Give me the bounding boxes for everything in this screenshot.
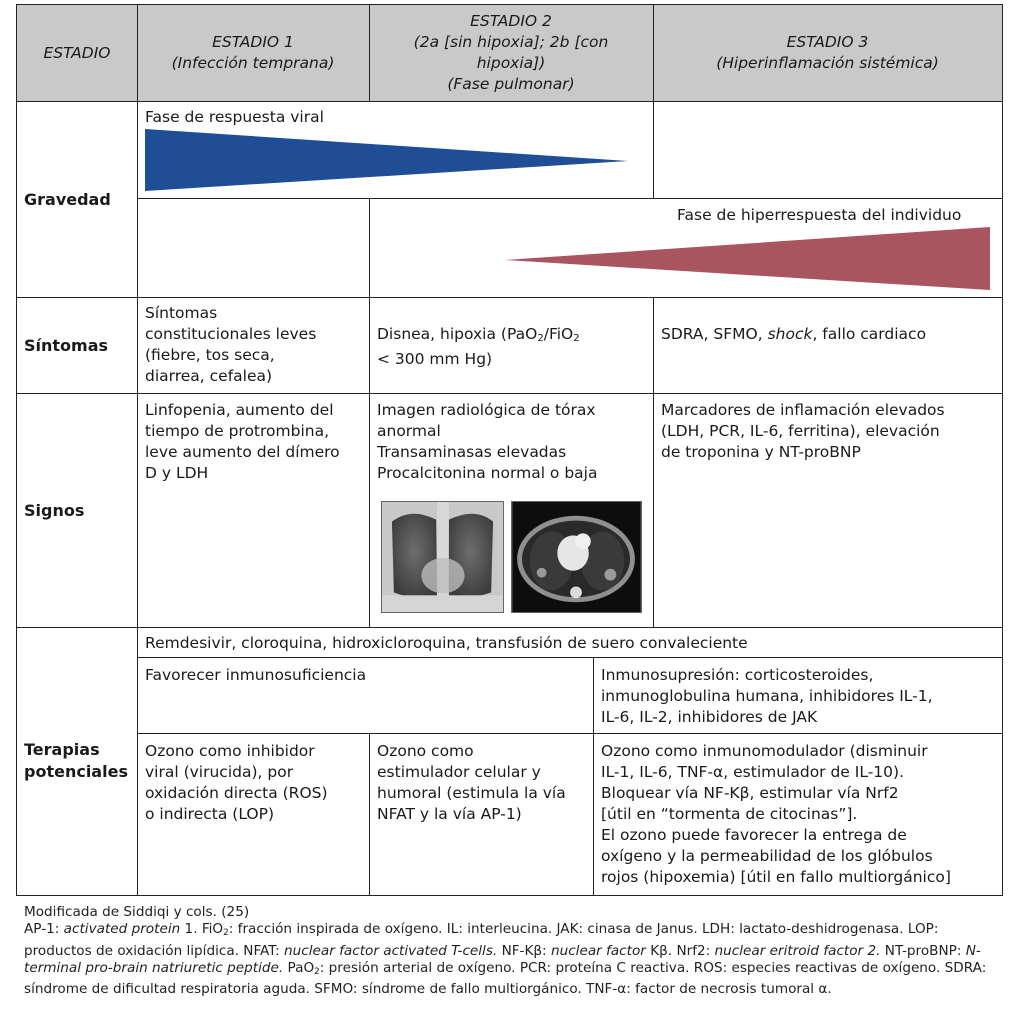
sintomas-estadio-2 (369, 299, 653, 374)
subscript-2: 2 (223, 928, 229, 939)
fn-part: activated protein (63, 921, 181, 938)
fn-part: NF-Κβ: (497, 942, 551, 959)
host-phase-wedge (505, 227, 995, 291)
rule (137, 657, 1002, 658)
row-label-sintomas: Síntomas (24, 335, 109, 355)
rule (137, 5, 138, 895)
row-label-terapias: Terapias potenciales (24, 740, 128, 781)
fn-part: Κβ. Nrf2: (645, 942, 715, 959)
subscript-2: 2 (573, 333, 580, 344)
signos-estadio-1: Linfopenia, aumento del tiempo de protrombina, leve aumento del dímero D y LDH (145, 401, 340, 482)
footnote-abbreviations (24, 921, 1004, 998)
row-label-signos: Signos (24, 500, 85, 520)
sintomas-3-part-a: SDRA, SFMO, (661, 325, 768, 343)
sintomas-2-part-c: < 300 mm Hg) (377, 350, 493, 368)
viral-phase-label: Fase de respuesta viral (145, 108, 324, 126)
sintomas-3-part-c: , fallo cardiaco (812, 325, 927, 343)
signos-estadio-3: Marcadores de inflamación elevados (LDH, PCR, IL-6, ferritina), elevación de troponina y NT-proBNP (661, 401, 945, 461)
table-footnotes (24, 904, 1004, 999)
rule (137, 733, 1002, 734)
sintomas-estadio-1: Síntomas constitucionales leves (fiebre, tos seca, diarrea, cefalea) (145, 304, 317, 385)
footnote-source: Modificada de Siddiqi y cols. (25) (24, 904, 250, 920)
fn-part: NT-proBNP: (880, 942, 966, 959)
terapia-all-stages: Remdesivir, cloroquina, hidroxicloroquina, transfusión de suero convaleciente (145, 634, 748, 652)
fn-part: 1. FiO (180, 921, 224, 938)
rule (653, 297, 654, 627)
sintomas-estadio-3 (653, 299, 1002, 349)
rule (17, 101, 1002, 102)
host-phase-label: Fase de hiperrespuesta del individuo (677, 206, 962, 224)
terapia-estadio-2: Ozono como estimulador celular y humoral (estimula la vía NFAT y la vía AP-1) (377, 742, 566, 823)
rule (137, 198, 1002, 199)
sintomas-2-part-b: /FiO (543, 325, 574, 343)
header-estadio-1: ESTADIO 1 (Infección temprana) (137, 5, 369, 101)
viral-phase-wedge (145, 129, 635, 193)
header-estadio: ESTADIO (17, 5, 137, 101)
fn-part: PaO (283, 959, 315, 976)
rule (17, 627, 1002, 628)
rule (17, 393, 1002, 394)
terapia-inmunosupresion: Inmunosupresión: corticosteroides, inmunoglobulina humana, inhibidores IL-1, IL-6, IL-2, inhibidores de JAK (601, 666, 933, 726)
stages-table (16, 4, 1003, 896)
terapia-estadio-1: Ozono como inhibidor viral (virucida), por oxidación directa (ROS) o indirecta (LOP) (145, 742, 328, 823)
rule (369, 733, 370, 895)
chest-ct-image (511, 501, 642, 613)
fn-part: nuclear eritroid factor 2. (714, 942, 881, 959)
signos-estadio-2: Imagen radiológica de tórax anormal Transaminasas elevadas Procalcitonina normal o baja (377, 401, 598, 482)
fn-part: N-terminal pro-brain natriuretic peptide. (24, 942, 981, 976)
subscript-2: 2 (537, 333, 544, 344)
row-label-gravedad: Gravedad (24, 189, 111, 209)
sintomas-2-part-a: Disnea, hipoxia (PaO (377, 325, 538, 343)
fn-part: AP-1: (24, 921, 64, 938)
rule (593, 657, 594, 895)
subscript-2: 2 (314, 966, 320, 977)
rule (369, 198, 370, 627)
rule (369, 5, 370, 101)
header-estadio-2: ESTADIO 2 (2a [sin hipoxia]; 2b [con hipoxia]) (Fase pulmonar) (369, 5, 653, 101)
sintomas-3-shock: shock (767, 325, 813, 343)
fn-part: : fracción inspirada de oxígeno. IL: interleucina. JAK: cinasa de Janus. LDH: lactato-deshidrogenasa. LOP: productos de oxidación lipídica. NFAT: (24, 921, 939, 959)
header-estadio-3: ESTADIO 3 (Hiperinflamación sistémica) (653, 5, 1002, 101)
fn-part: : presión arterial de oxígeno. PCR: proteína C reactiva. ROS: especies reactivas de oxígeno. SDRA: síndrome de dificultad respiratoria aguda. SFMO: síndrome de fallo multiorgánico. TNF-α: factor de necrosis tumoral α. (24, 959, 987, 998)
terapia-inmunosuficiencia: Favorecer inmunosuficiencia (145, 666, 367, 684)
rule (17, 297, 1002, 298)
rule (653, 5, 654, 198)
fn-part: nuclear factor activated T-cells. (284, 942, 498, 959)
terapia-estadio-3: Ozono como inmunomodulador (disminuir IL-1, IL-6, TNF-α, estimulador de IL-10). Bloquear vía NF-Κβ, estimular vía Nrf2 [útil en “tormenta de citocinas”]. El ozono puede favorecer la entrega de oxígeno y la permeabilidad de los glóbulos rojos (hipoxemia) [útil en fallo multiorgánico] (601, 742, 951, 886)
fn-part: nuclear factor (550, 942, 646, 959)
chest-xray-image (381, 501, 504, 613)
